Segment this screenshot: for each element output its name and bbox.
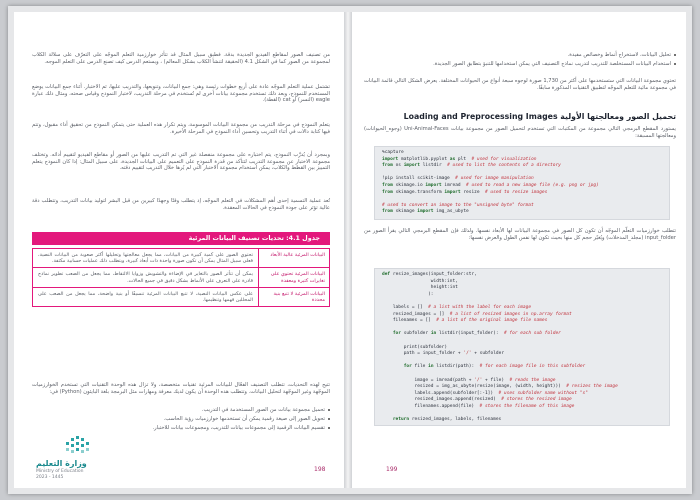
code-line: [382, 298, 662, 305]
code-line: from skimage.transform import resize # used to resize images: [382, 189, 548, 195]
challenges-table: [32, 248, 330, 307]
code-line: labels.append(subfolder[:-1]) # uses subfolder name without "s": [414, 390, 588, 396]
edition-year: 2023 - 1445: [36, 475, 64, 480]
paragraph-1: من تصنيف الصور لمقاطع الفيديو الجديدة بدقة. فطبق سبيل المثال قد تتأثر خوارزمية التعلم الموجّه على التعرّف على سلالة الكلاب لمجموعة من الصور كما في الشكل 4.1 (الحقيقة لتنشأ الكلاب بشكل المعالم) ، ويستعم الدرس كيف تصنع الدرس على التعلم الموجه.: [32, 52, 330, 65]
paragraph-5: تُعد عملية التسمية إحدى أهم المشكلات في التعلم الموجّه، إذ يتطلب وقتًا وجهدًا كبيرين من قبل البشر لتوليد بيانات التدريب، وتتطلب دقة عالية تؤثر على جودة النموذج في الحالات المعقدة.: [32, 198, 330, 211]
bullet-dot-icon: [328, 427, 330, 429]
left-page: [14, 12, 344, 488]
code-line: %capture: [382, 150, 404, 155]
code-line: filenames.append(file) # stores the filename of this image: [414, 403, 575, 409]
paragraph-3: يتعلم النموذج في مرحلة التدريب من مجموعة البيانات الموسومة، ويتم تكرار هذه العملية حتى يتمكن النموذج من تحقيق أداء مقبول، وتتم فيها كتابة دالات في أثناء التدريب وتحسين أداء النموذج في المرحلة الأخيرة.: [32, 122, 330, 135]
table-row-label: البيانات المرئية عالية الأبعاد: [258, 249, 329, 267]
paragraph-2: تشتمل عملية التعلم الموجّه عادة على أربع خطوات رئيسة وهي: جمع البيانات، وتنويعها، والتدريب عليها، ثم الاختبار. أثناء جمع البيانات يوضع المستخدم للنموذج، وبعد ذلك تستخدم مجموعة بيانات أخرى لم تُستخدم في مرحلة التدريب، لاختبار النموذج وقياس صحته، ومثال ذلك عبارة eagle (النسر) أو cat (القطة).: [32, 84, 330, 104]
book-gutter: [344, 12, 352, 488]
code-line: for subfolder in listdir(input_folder): # for each sub folder: [392, 331, 561, 337]
code-line: resized_images = [] # a list of resized images in np.array format: [392, 311, 572, 317]
code-block-resize-function: [374, 268, 670, 426]
code-line: from skimage.io import imread # used to read a new image file (e.g. png or jpg): [382, 182, 599, 188]
paragraph-2: يستورد المقطع البرمجي التالي مجموعة من المكتبات التي تستخدم لتحميل الصور من مجموعة بيانات Uni-Animal-Faces (وجوه_الحيوانات) ومعالجتها المسبقة:: [364, 126, 676, 139]
code-line: resized_images.append(resized) # stores the resized image: [414, 397, 572, 403]
page-number-right: 199: [386, 466, 398, 473]
code-line: path = input_folder + '/' + subfolder: [403, 351, 505, 357]
code-line: [382, 338, 662, 345]
code-line: import matplotlib.pyplot as plt # used for visualization: [382, 156, 537, 162]
code-line: image = imread(path + '/' + file) # reads the image: [414, 377, 556, 383]
code-line: # used to convert an image to the "unsigned byte" format: [382, 202, 534, 208]
bullet-item: تحويل الصور إلى صيغة رقمية يمكن أن تستخدمها خوارزميات رؤية الحاسب.: [124, 416, 330, 423]
table-row-text: يمكن أن تتأثر الصور بالتغاير في الإضاءة والتشويش وزوايا الالتقاط، مما يجعل من الصعب تطوير نماذج قادرة على التعرف على الأنماط بشكل دقيق في جميع الحالات.: [38, 271, 253, 284]
table-row: [33, 288, 329, 306]
code-line: from skimage import img_as_ubyte: [382, 209, 469, 215]
code-line: !pip install scikit-image # used for image manipulation: [382, 176, 534, 182]
bullet-dot-icon: [328, 409, 330, 411]
code-line: ):: [428, 291, 434, 297]
bullet-dot-icon: [674, 54, 676, 56]
paragraph-3: تتطلب خوارزميات التعلّم الموجّه أن تكون كل الصور في مجموعة البيانات لها الأبعاد نفسها. ولذلك فإن المقطع البرمجي التالي يقرأ الصور من input_folder (مجلد_المدخلات) ويُغيّر حجم كل منها بحيث تكون لها نفس الطول والعرض نفسها:: [364, 228, 676, 241]
table-row-text: تحتوي الصور على كمية كبيرة من البيانات، مما يجعل معالجتها وتحليلها أكثر صعوبة من البيانات النصية، فعلى سبيل المثال يمكن أن تكون صورة واحدة ذات أبعاد كبيرة، ويتطلب ذلك عمليات حسابية مكثفة.: [38, 252, 253, 265]
code-line: from os import listdir # used to list the contents of a directory: [382, 163, 561, 169]
after-table-paragraph: تتيح لهذه التحديات، تتطلب التصنيف الفعّال للبيانات المرئية تقنيات متخصصة، ولا تزال هذه الوحدة التقنيات التي تستخدم الخوارزميات الموجّهة وغير الموجّهة لتحليل البيانات. وتتطلب هذه الوحدة أن يكون لديك معرفة ومهارات مثل البرمجة بلغة البايثون (Python) في:: [32, 382, 330, 395]
section-heading: تحميل الصور ومعالجتها الأولية Loading and Preprocessing Images: [403, 112, 676, 121]
bullet-item: تحميل مجموعة بيانات من الصور المستخدمة في التدريب.: [124, 407, 330, 414]
code-line: print(subfolder): [403, 344, 448, 350]
bullet-dot-icon: [328, 418, 330, 420]
book-spread: [8, 6, 692, 494]
code-line: for file in listdir(path): # for each image file in this subfolder: [403, 364, 586, 370]
bullet-item: تقسيم البيانات الرقمية إلى مجموعات بيانات للتدريب، ومجموعات بيانات للاختبار.: [124, 425, 330, 432]
code-line: def resize_images(input_folder:str,: [382, 272, 477, 277]
code-line: width:int,: [430, 278, 458, 284]
bullet-item: استخدام البيانات المستخلصة للتدريب لتدريب نماذج التصنيف التي يمكن استخدامها للتنبؤ بتطابق الصور الجديدة.: [364, 61, 676, 68]
table-row-label: البيانات المرئية تحتوي على تغايرات كثيرة ومعقدة: [258, 268, 329, 286]
table-row: [33, 249, 329, 268]
code-block-imports: [374, 146, 670, 220]
code-line: labels = [] # a list with the label for each image: [392, 304, 532, 310]
ministry-name-arabic: وزارة التعليم: [36, 459, 87, 468]
ministry-name-english: Ministry of Education: [36, 469, 84, 474]
code-line: filenames = [] # a list of the original image file names: [392, 318, 548, 324]
code-line: height:int: [430, 285, 458, 291]
table-row-text: على عكس البيانات النصية، لا تتبع البيانات المرئية تنسيقًا أو بنية واضحة، مما يجعل من الصعب على المحللين فهمها وتنظيمها.: [38, 290, 253, 304]
paragraph-4: وبمجرد أن يُدرَّب النموذج، يتم اختباره على مجموعة منفصلة غير التي تم التدريب عليها من الصور أو مقاطع الفيديو لتقييم أدائه. وتختلف مجموعة الاختبار عن مجموعة التدريب لتتأكد من قدرة النموذج على التعميم على البيانات الجديدة، على سبيل المثال: إذا كان النموذج يتعلم التمييز بين القطط والكلاب، يمكن استخدام مجموعة الاختبار التي لم يُرها خلال التدريب لتقييم دقته.: [32, 152, 330, 172]
code-line: [382, 196, 662, 203]
bullet-dot-icon: [674, 63, 676, 65]
bullet-item: تحليل البيانات، لاستخراج أنماط وخصائص مفيدة.: [364, 52, 676, 59]
code-line: resized = img_as_ubyte(resize(image, (width, height))) # resizes the image: [414, 384, 618, 390]
code-line: [382, 371, 662, 378]
paragraph-1: تحتوي مجموعة البيانات التي ستستخدمها على أكثر من 1,730 صورة لوجوه سبعة أنواع من الحيوانات المختلفة. يعرض الشكل التالي قائمة البيانات في مجموعة مائية للتعلم الموجّه لتطبيق التقنيات المذكورة سابقًا.: [364, 78, 676, 91]
page-number-left: 198: [314, 466, 326, 473]
table-row: [33, 268, 329, 287]
table-row-label: البيانات المرئية لا تتبع بنية محددة: [258, 288, 329, 306]
code-line: return resized_images, labels, filenames: [392, 417, 502, 423]
right-page: [352, 12, 686, 488]
table-title: جدول 4.1: تحديات تصنيف البيانات المرئية: [32, 232, 330, 245]
